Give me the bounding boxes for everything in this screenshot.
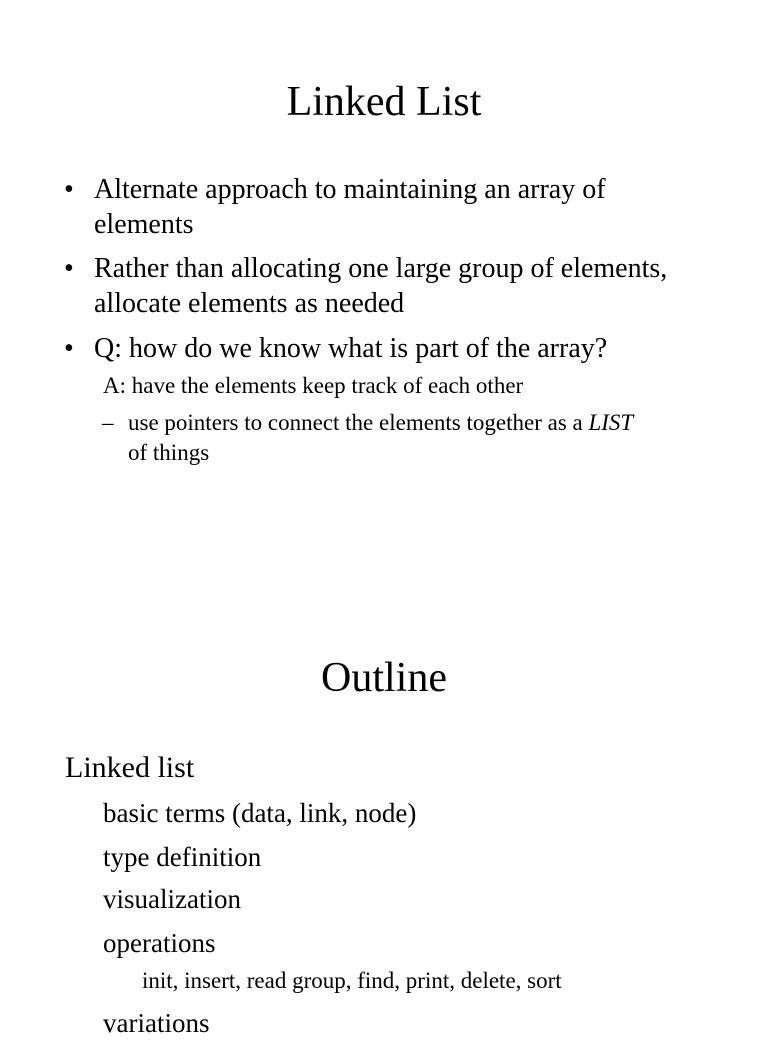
slide-title-outline: Outline <box>321 655 447 701</box>
bullet-icon: • <box>64 333 74 364</box>
bullet-icon: • <box>64 174 74 205</box>
outline-item: operations <box>103 928 216 958</box>
outline-item: basic terms (data, link, node) <box>103 798 417 828</box>
outline-item: visualization <box>103 884 241 914</box>
sub-bullet-item <box>102 408 718 468</box>
outline-item: type definition <box>103 842 262 872</box>
dash-icon: – <box>102 410 114 435</box>
outline-item: variations <box>103 1008 210 1038</box>
sub-bullet-end: of things <box>128 440 210 465</box>
bullet-item <box>64 331 694 366</box>
answer-text: A: have the elements keep track of each other <box>103 373 524 398</box>
bullet-text: Q: how do we know what is part of the array? <box>94 333 608 364</box>
bullet-text: Rather than allocating one large group of elements, allocate elements as needed <box>94 253 668 319</box>
bullet-item <box>64 172 694 242</box>
slide-title-linked-list: Linked List <box>286 79 482 125</box>
sub-bullet-text: use pointers to connect the elements together as a <box>128 410 589 435</box>
sub-bullet-emphasis: LIST <box>588 410 634 435</box>
bullet-icon: • <box>64 253 74 284</box>
outline-heading: Linked list <box>65 751 195 784</box>
operations-detail: init, insert, read group, find, print, delete, sort <box>142 968 562 993</box>
bullet-item <box>64 251 694 321</box>
bullet-text: Alternate approach to maintaining an array of elements <box>94 174 606 240</box>
